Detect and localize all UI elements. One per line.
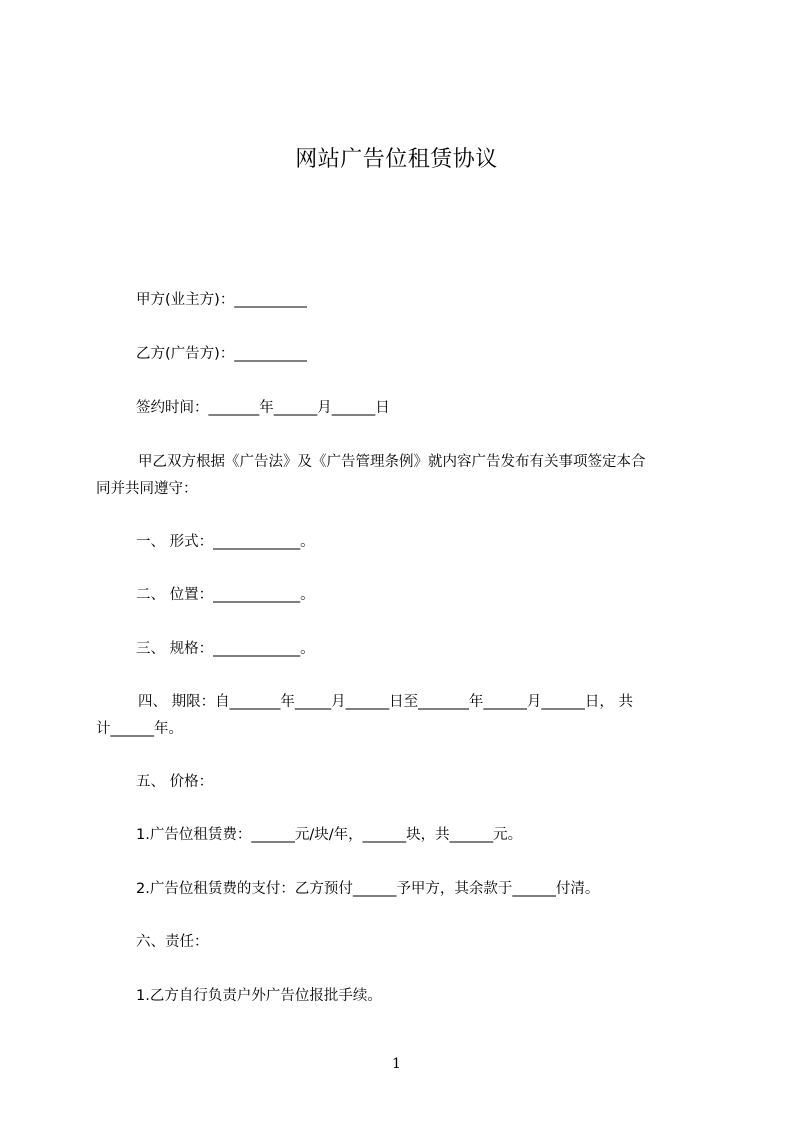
clause-form: 一、 形式：____________。 — [136, 534, 315, 550]
preamble-line-1: 甲乙双方根据《广告法》及《广告管理条例》就内容广告发布有关事项签定本合 — [138, 454, 646, 470]
clause-responsibility: 六、责任： — [136, 934, 209, 950]
page-number: 1 — [392, 1056, 401, 1072]
price-item-1: 1.广告位租赁费：______元/块/年，______块，共______元。 — [136, 827, 523, 843]
signing-date-line: 签约时间：_______年______月______日 — [136, 400, 390, 416]
clause-location: 二、 位置：____________。 — [136, 587, 315, 603]
party-b-line: 乙方(广告方)：__________ — [136, 346, 307, 362]
price-item-2: 2.广告位租赁费的支付：乙方预付______予甲方，其余款于______付清。 — [136, 881, 600, 897]
clause-term-line-1: 四、 期限：自_______年_____月______日至_______年______月______日， 共 — [138, 694, 633, 710]
clause-spec: 三、 规格：____________。 — [136, 641, 315, 657]
party-a-line: 甲方(业主方)：__________ — [136, 292, 307, 308]
responsibility-item-1: 1.乙方自行负责户外广告位报批手续。 — [136, 988, 382, 1004]
document-title: 网站广告位租赁协议 — [295, 147, 498, 172]
clause-price: 五、 价格： — [136, 774, 214, 790]
preamble-line-2: 同并共同遵守： — [96, 481, 198, 497]
clause-term-line-2: 计______年。 — [96, 721, 183, 737]
